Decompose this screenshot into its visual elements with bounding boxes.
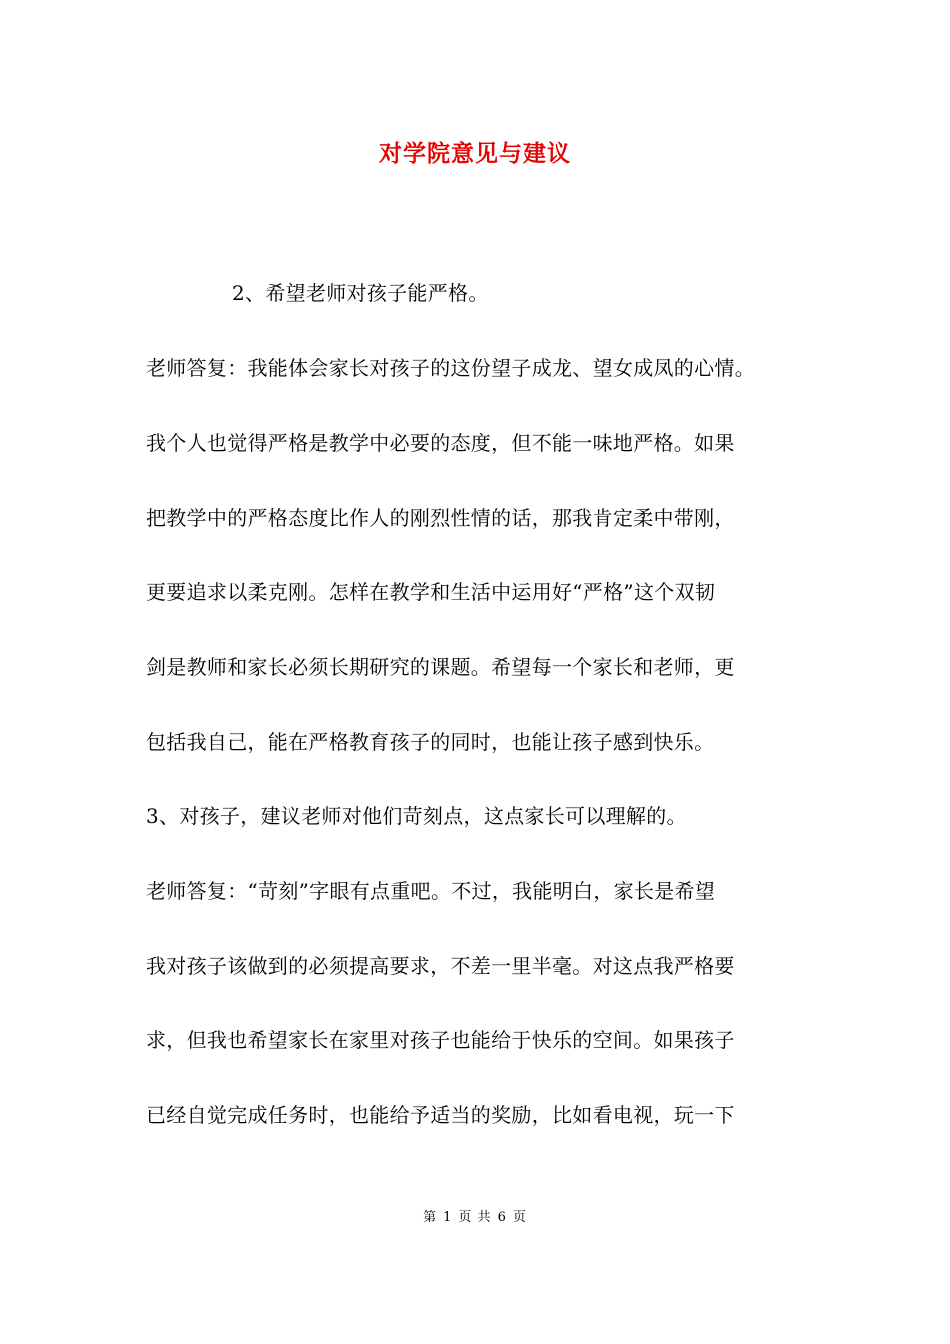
current-page-number: 1 <box>443 1210 453 1225</box>
document-title: 对学院意见与建议 <box>379 141 571 167</box>
paragraph-line: 更要追求以柔克刚。怎样在教学和生活中运用好“严格”这个双韧 <box>146 580 716 604</box>
footer-suffix: 页 <box>512 1210 527 1225</box>
paragraph-line: 老师答复：我能体会家长对孩子的这份望子成龙、望女成凤的心情。 <box>146 356 755 380</box>
paragraph-line: 2、希望老师对孩子能严格。 <box>232 281 489 305</box>
paragraph-line: 我对孩子该做到的必须提高要求，不差一里半毫。对这点我严格要 <box>146 954 735 978</box>
total-pages-number: 6 <box>497 1210 507 1225</box>
footer-prefix: 第 <box>423 1210 438 1225</box>
page-footer <box>0 1208 950 1228</box>
paragraph-line: 求，但我也希望家长在家里对孩子也能给于快乐的空间。如果孩子 <box>146 1028 735 1052</box>
paragraph-line: 剑是教师和家长必须长期研究的课题。希望每一个家长和老师，更 <box>146 655 735 679</box>
paragraph-line: 3、对孩子，建议老师对他们苛刻点，这点家长可以理解的。 <box>146 804 687 828</box>
paragraph-line: 把教学中的严格态度比作人的刚烈性情的话，那我肯定柔中带刚， <box>146 506 735 530</box>
paragraph-line: 已经自觉完成任务时，也能给予适当的奖励，比如看电视，玩一下 <box>146 1103 735 1127</box>
paragraph-line: 老师答复：“苛刻”字眼有点重吧。不过，我能明白，家长是希望 <box>146 879 716 903</box>
paragraph-line: 包括我自己，能在严格教育孩子的同时，也能让孩子感到快乐。 <box>146 730 715 754</box>
paragraph-line: 我个人也觉得严格是教学中必要的态度，但不能一味地严格。如果 <box>146 431 735 455</box>
footer-mid: 页 共 <box>458 1210 492 1225</box>
